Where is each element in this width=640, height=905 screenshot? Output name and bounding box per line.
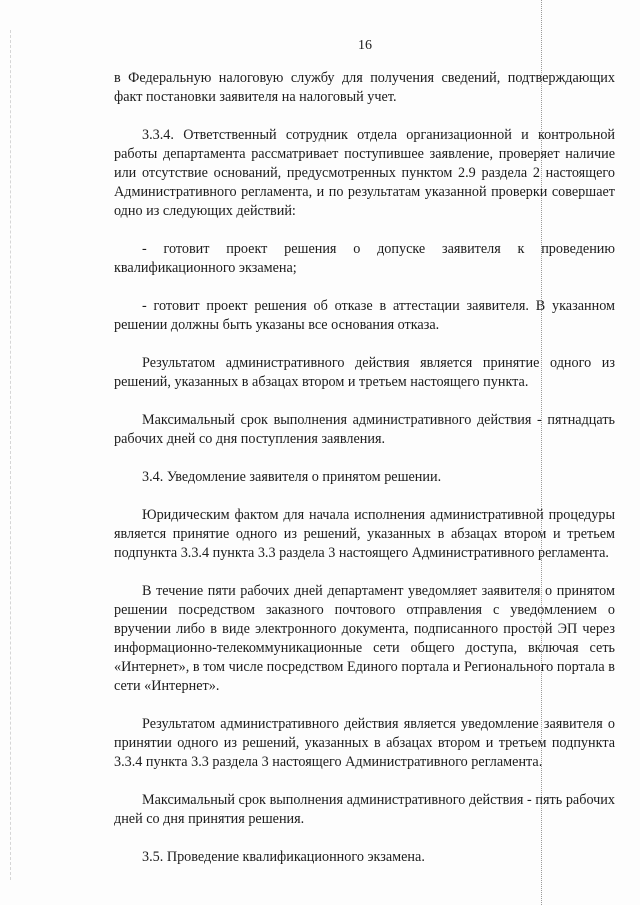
paragraph-result: Результатом административного действия является принятие одного из решений, указанных в абзацах втором и третьем настоящего пункта. xyxy=(114,355,615,390)
left-margin-rule xyxy=(10,30,11,880)
paragraph-legal-fact: Юридическим фактом для начала исполнения административной процедуры является принятие одного из решений, указанных в абзацах втором и третьем подпункта 3.3.4 пункта 3.3 раздела 3 настоящего Административного регламента. xyxy=(114,507,615,561)
paragraph-3-5-heading: 3.5. Проведение квалификационного экзамена. xyxy=(142,849,425,865)
paragraph-list-item-refusal: - готовит проект решения об отказе в аттестации заявителя. В указанном решении должны быть указаны все основания отказа. xyxy=(114,298,615,333)
paragraph-list-item-admission: - готовит проект решения о допуске заявителя к проведению квалификационного экзамена; xyxy=(114,241,615,276)
paragraph-notification: В течение пяти рабочих дней департамент уведомляет заявителя о принятом решении посредством заказного почтового отправления с уведомлением о вручении либо в виде электронного документа, подписанного простой ЭП через информационно-телекоммуникационные сети общего доступа, включая сеть «Интернет», в том числе посредством Единого портала и Регионального портала в сети «Интернет». xyxy=(114,583,615,694)
page-number: 16 xyxy=(358,38,372,53)
paragraph-3-4-heading: 3.4. Уведомление заявителя о принятом решении. xyxy=(142,469,442,485)
paragraph-notification-term: Максимальный срок выполнения административного действия - пять рабочих дней со дня принятия решения. xyxy=(114,792,615,827)
paragraph-continuation: в Федеральную налоговую службу для получения сведений, подтверждающих факт постановки заявителя на налоговый учет. xyxy=(114,70,615,105)
document-body xyxy=(114,69,615,886)
paragraph-max-term: Максимальный срок выполнения административного действия - пятнадцать рабочих дней со дня поступления заявления. xyxy=(114,412,615,447)
paragraph-notification-result: Результатом административного действия является уведомление заявителя о принятии одного из решений, указанных в абзацах втором и третьем подпункта 3.3.4 пункта 3.3 раздела 3 настоящего Административного регламента. xyxy=(114,716,615,770)
paragraph-3-3-4: 3.3.4. Ответственный сотрудник отдела организационной и контрольной работы департамента рассматривает поступившее заявление, проверяет наличие или отсутствие оснований, предусмотренных пунктом 2.9 раздела 2 настоящего Административного регламента, и по результатам указанной проверки совершает одно из следующих действий: xyxy=(114,127,615,219)
